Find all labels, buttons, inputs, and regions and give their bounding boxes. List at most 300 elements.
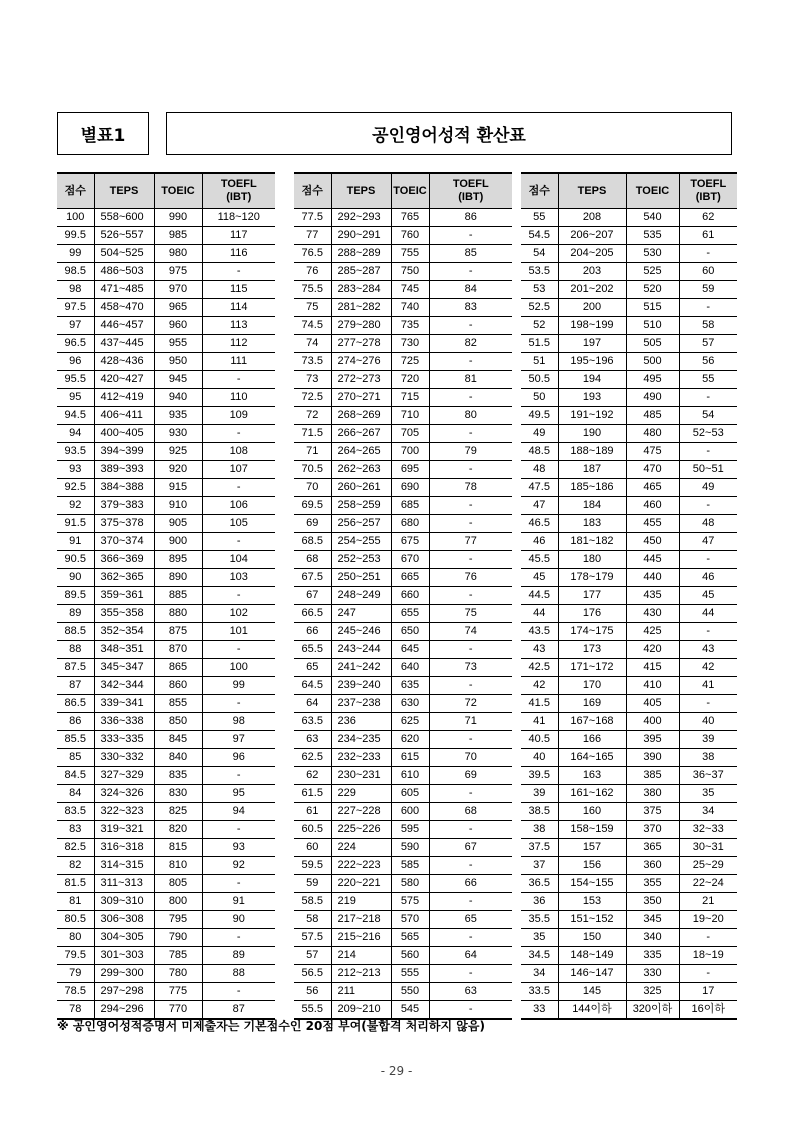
toefl-cell: 32~33 — [679, 821, 737, 839]
toefl-cell: 84 — [429, 281, 512, 299]
table-row — [294, 947, 512, 965]
toeic-cell: 850 — [154, 713, 202, 731]
score-cell: 56.5 — [294, 965, 331, 983]
teps-cell: 160 — [558, 803, 626, 821]
score-cell: 79.5 — [57, 947, 94, 965]
score-cell: 37 — [521, 857, 558, 875]
table-row — [294, 407, 512, 425]
toefl-cell: - — [429, 929, 512, 947]
table-row — [294, 389, 512, 407]
table-header-row — [521, 173, 737, 209]
header-score: 점수 — [57, 173, 94, 209]
table-row — [521, 317, 737, 335]
score-cell: 47.5 — [521, 479, 558, 497]
score-cell: 63 — [294, 731, 331, 749]
score-cell: 58 — [294, 911, 331, 929]
score-cell: 90.5 — [57, 551, 94, 569]
header-toefl-line1: TOEFL — [220, 178, 257, 190]
table-row — [521, 263, 737, 281]
toefl-cell: 17 — [679, 983, 737, 1001]
toefl-cell: 110 — [202, 389, 275, 407]
toeic-cell: 675 — [391, 533, 429, 551]
toeic-cell: 580 — [391, 875, 429, 893]
toefl-cell: - — [429, 857, 512, 875]
toefl-cell: 22~24 — [679, 875, 737, 893]
toeic-cell: 780 — [154, 965, 202, 983]
teps-cell: 195~196 — [558, 353, 626, 371]
toefl-cell: - — [429, 317, 512, 335]
teps-cell: 239~240 — [331, 677, 391, 695]
toefl-cell: 106 — [202, 497, 275, 515]
teps-cell: 156 — [558, 857, 626, 875]
teps-cell: 306~308 — [94, 911, 154, 929]
header-toefl — [202, 173, 275, 209]
toefl-cell: 85 — [429, 245, 512, 263]
toefl-cell: 114 — [202, 299, 275, 317]
table-row — [521, 875, 737, 893]
toeic-cell: 960 — [154, 317, 202, 335]
score-cell: 46.5 — [521, 515, 558, 533]
toeic-cell: 345 — [626, 911, 679, 929]
teps-cell: 311~313 — [94, 875, 154, 893]
teps-cell: 236 — [331, 713, 391, 731]
score-cell: 55.5 — [294, 1001, 331, 1020]
table-row — [294, 245, 512, 263]
toeic-cell: 490 — [626, 389, 679, 407]
toefl-cell: - — [429, 389, 512, 407]
score-cell: 91 — [57, 533, 94, 551]
toeic-cell: 660 — [391, 587, 429, 605]
toeic-cell: 570 — [391, 911, 429, 929]
teps-cell: 336~338 — [94, 713, 154, 731]
teps-cell: 188~189 — [558, 443, 626, 461]
teps-cell: 345~347 — [94, 659, 154, 677]
toeic-cell: 645 — [391, 641, 429, 659]
table-row — [521, 767, 737, 785]
teps-cell: 526~557 — [94, 227, 154, 245]
toeic-cell: 520 — [626, 281, 679, 299]
toefl-cell: 30~31 — [679, 839, 737, 857]
toefl-cell: 64 — [429, 947, 512, 965]
toeic-cell: 555 — [391, 965, 429, 983]
table-row — [57, 947, 275, 965]
score-cell: 42.5 — [521, 659, 558, 677]
toeic-cell: 360 — [626, 857, 679, 875]
table-row — [57, 731, 275, 749]
toefl-cell: 95 — [202, 785, 275, 803]
score-cell: 92.5 — [57, 479, 94, 497]
toeic-cell: 325 — [626, 983, 679, 1001]
toefl-cell: 21 — [679, 893, 737, 911]
table-row — [57, 803, 275, 821]
toeic-cell: 685 — [391, 497, 429, 515]
score-cell: 41 — [521, 713, 558, 731]
score-cell: 90 — [57, 569, 94, 587]
table-row — [57, 983, 275, 1001]
table-row — [521, 443, 737, 461]
toefl-cell: 117 — [202, 227, 275, 245]
toefl-cell: 98 — [202, 713, 275, 731]
toefl-cell: 107 — [202, 461, 275, 479]
table-row — [294, 965, 512, 983]
table-row — [57, 533, 275, 551]
teps-cell: 359~361 — [94, 587, 154, 605]
appendix-label-text: 별표1 — [80, 126, 126, 146]
teps-cell: 170 — [558, 677, 626, 695]
toeic-cell: 535 — [626, 227, 679, 245]
toeic-cell: 510 — [626, 317, 679, 335]
toefl-cell: - — [679, 623, 737, 641]
score-cell: 72.5 — [294, 389, 331, 407]
toeic-cell: 695 — [391, 461, 429, 479]
table-row — [521, 929, 737, 947]
toefl-cell: - — [202, 533, 275, 551]
toeic-cell: 590 — [391, 839, 429, 857]
toefl-cell: 50~51 — [679, 461, 737, 479]
toefl-cell: - — [679, 299, 737, 317]
score-cell: 36 — [521, 893, 558, 911]
teps-cell: 222~223 — [331, 857, 391, 875]
footnote: ※ 공인영어성적증명서 미제출자는 기본점수인 20점 부여(불합격 처리하지 않음) — [57, 1019, 485, 1033]
toefl-cell: - — [202, 479, 275, 497]
score-cell: 76.5 — [294, 245, 331, 263]
table-row — [57, 515, 275, 533]
score-cell: 88 — [57, 641, 94, 659]
table-row — [57, 857, 275, 875]
toeic-cell: 835 — [154, 767, 202, 785]
teps-cell: 348~351 — [94, 641, 154, 659]
toeic-cell: 740 — [391, 299, 429, 317]
toeic-cell: 935 — [154, 407, 202, 425]
score-cell: 50.5 — [521, 371, 558, 389]
teps-cell: 366~369 — [94, 551, 154, 569]
toefl-cell: 91 — [202, 893, 275, 911]
teps-cell: 258~259 — [331, 497, 391, 515]
toeic-cell: 985 — [154, 227, 202, 245]
score-cell: 75.5 — [294, 281, 331, 299]
toefl-cell: - — [202, 641, 275, 659]
toeic-cell: 565 — [391, 929, 429, 947]
toefl-cell: 89 — [202, 947, 275, 965]
table-row — [521, 479, 737, 497]
toeic-cell: 635 — [391, 677, 429, 695]
table-row — [57, 875, 275, 893]
toeic-cell: 795 — [154, 911, 202, 929]
teps-cell: 225~226 — [331, 821, 391, 839]
table-row — [521, 983, 737, 1001]
score-cell: 35.5 — [521, 911, 558, 929]
toeic-cell: 715 — [391, 389, 429, 407]
toeic-cell: 540 — [626, 209, 679, 227]
toefl-cell: - — [429, 497, 512, 515]
teps-cell: 301~303 — [94, 947, 154, 965]
toefl-cell: 44 — [679, 605, 737, 623]
header-score: 점수 — [294, 173, 331, 209]
toeic-cell: 575 — [391, 893, 429, 911]
teps-cell: 262~263 — [331, 461, 391, 479]
toeic-cell: 615 — [391, 749, 429, 767]
teps-cell: 167~168 — [558, 713, 626, 731]
score-cell: 64.5 — [294, 677, 331, 695]
table-row — [57, 371, 275, 389]
score-cell: 39 — [521, 785, 558, 803]
toefl-cell: - — [429, 587, 512, 605]
table-row — [294, 317, 512, 335]
teps-cell: 394~399 — [94, 443, 154, 461]
toeic-cell: 930 — [154, 425, 202, 443]
toeic-cell: 460 — [626, 497, 679, 515]
toeic-cell: 735 — [391, 317, 429, 335]
toeic-cell: 900 — [154, 533, 202, 551]
toefl-cell: 70 — [429, 749, 512, 767]
score-cell: 52 — [521, 317, 558, 335]
teps-cell: 185~186 — [558, 479, 626, 497]
teps-cell: 184 — [558, 497, 626, 515]
score-cell: 77 — [294, 227, 331, 245]
header-teps: TEPS — [94, 173, 154, 209]
teps-cell: 333~335 — [94, 731, 154, 749]
table-row — [521, 965, 737, 983]
table-row — [521, 695, 737, 713]
table-row — [521, 821, 737, 839]
score-cell: 67 — [294, 587, 331, 605]
table-row — [57, 335, 275, 353]
toeic-cell: 975 — [154, 263, 202, 281]
teps-cell: 279~280 — [331, 317, 391, 335]
toefl-cell: 88 — [202, 965, 275, 983]
toefl-cell: 60 — [679, 263, 737, 281]
toefl-cell: - — [679, 695, 737, 713]
score-cell: 79 — [57, 965, 94, 983]
teps-cell: 206~207 — [558, 227, 626, 245]
toefl-cell: - — [429, 785, 512, 803]
toefl-cell: 52~53 — [679, 425, 737, 443]
table-row — [521, 227, 737, 245]
score-cell: 73.5 — [294, 353, 331, 371]
score-cell: 85 — [57, 749, 94, 767]
table-row — [294, 299, 512, 317]
toeic-cell: 320이하 — [626, 1001, 679, 1020]
table-row — [294, 911, 512, 929]
score-cell: 97.5 — [57, 299, 94, 317]
toefl-cell: 111 — [202, 353, 275, 371]
toefl-cell: 71 — [429, 713, 512, 731]
toeic-cell: 915 — [154, 479, 202, 497]
teps-cell: 146~147 — [558, 965, 626, 983]
score-cell: 86.5 — [57, 695, 94, 713]
teps-cell: 285~287 — [331, 263, 391, 281]
teps-cell: 270~271 — [331, 389, 391, 407]
table-row — [521, 533, 737, 551]
table-row — [57, 929, 275, 947]
toefl-cell: - — [202, 371, 275, 389]
toeic-cell: 890 — [154, 569, 202, 587]
toeic-cell: 390 — [626, 749, 679, 767]
toeic-cell: 820 — [154, 821, 202, 839]
header-teps: TEPS — [558, 173, 626, 209]
toeic-cell: 865 — [154, 659, 202, 677]
toefl-cell: 39 — [679, 731, 737, 749]
toefl-cell: 63 — [429, 983, 512, 1001]
page-title-text: 공인영어성적 환산표 — [372, 126, 526, 146]
score-cell: 98 — [57, 281, 94, 299]
toefl-cell: 92 — [202, 857, 275, 875]
score-cell: 41.5 — [521, 695, 558, 713]
score-cell: 33 — [521, 1001, 558, 1020]
table-row — [294, 983, 512, 1001]
toeic-cell: 330 — [626, 965, 679, 983]
toeic-cell: 625 — [391, 713, 429, 731]
table-row — [521, 515, 737, 533]
toefl-cell: 87 — [202, 1001, 275, 1020]
score-cell: 65 — [294, 659, 331, 677]
table-row — [521, 425, 737, 443]
toeic-cell: 790 — [154, 929, 202, 947]
score-cell: 53 — [521, 281, 558, 299]
toeic-cell: 825 — [154, 803, 202, 821]
toeic-cell: 485 — [626, 407, 679, 425]
header-score: 점수 — [521, 173, 558, 209]
teps-cell: 227~228 — [331, 803, 391, 821]
toefl-cell: 86 — [429, 209, 512, 227]
toefl-cell: 82 — [429, 335, 512, 353]
toeic-cell: 620 — [391, 731, 429, 749]
toeic-cell: 480 — [626, 425, 679, 443]
score-cell: 81.5 — [57, 875, 94, 893]
toeic-cell: 475 — [626, 443, 679, 461]
table-row — [294, 713, 512, 731]
table-row — [57, 389, 275, 407]
table-row — [521, 659, 737, 677]
score-cell: 43 — [521, 641, 558, 659]
score-cell: 83 — [57, 821, 94, 839]
header-toeic: TOEIC — [626, 173, 679, 209]
score-cell: 68 — [294, 551, 331, 569]
score-cell: 37.5 — [521, 839, 558, 857]
table-row — [57, 641, 275, 659]
table-row — [294, 893, 512, 911]
teps-cell: 309~310 — [94, 893, 154, 911]
score-cell: 88.5 — [57, 623, 94, 641]
teps-cell: 384~388 — [94, 479, 154, 497]
teps-cell: 161~162 — [558, 785, 626, 803]
table-row — [294, 461, 512, 479]
score-cell: 93 — [57, 461, 94, 479]
score-cell: 91.5 — [57, 515, 94, 533]
toefl-cell: 73 — [429, 659, 512, 677]
teps-cell: 169 — [558, 695, 626, 713]
toefl-cell: 16이하 — [679, 1001, 737, 1020]
teps-cell: 187 — [558, 461, 626, 479]
score-cell: 54 — [521, 245, 558, 263]
score-cell: 76 — [294, 263, 331, 281]
teps-cell: 304~305 — [94, 929, 154, 947]
teps-cell: 219 — [331, 893, 391, 911]
toefl-cell: 47 — [679, 533, 737, 551]
toefl-cell: 96 — [202, 749, 275, 767]
table-row — [294, 443, 512, 461]
table-row — [57, 695, 275, 713]
score-cell: 64 — [294, 695, 331, 713]
toeic-cell: 605 — [391, 785, 429, 803]
score-cell: 97 — [57, 317, 94, 335]
teps-cell: 297~298 — [94, 983, 154, 1001]
table-row — [294, 263, 512, 281]
toefl-cell: 78 — [429, 479, 512, 497]
table-row — [57, 497, 275, 515]
toeic-cell: 805 — [154, 875, 202, 893]
table-row — [521, 551, 737, 569]
toeic-cell: 725 — [391, 353, 429, 371]
score-cell: 34.5 — [521, 947, 558, 965]
toeic-cell: 595 — [391, 821, 429, 839]
toeic-cell: 525 — [626, 263, 679, 281]
score-cell: 74 — [294, 335, 331, 353]
toeic-cell: 920 — [154, 461, 202, 479]
score-cell: 80.5 — [57, 911, 94, 929]
score-cell: 35 — [521, 929, 558, 947]
table-row — [294, 209, 512, 227]
table-row — [57, 659, 275, 677]
table-row — [521, 893, 737, 911]
toeic-cell: 810 — [154, 857, 202, 875]
toefl-cell: - — [679, 245, 737, 263]
toeic-cell: 895 — [154, 551, 202, 569]
table-row — [521, 641, 737, 659]
teps-cell: 215~216 — [331, 929, 391, 947]
toefl-cell: 54 — [679, 407, 737, 425]
toefl-cell: - — [429, 461, 512, 479]
header-toefl-line2: (IBT) — [695, 191, 721, 203]
score-cell: 42 — [521, 677, 558, 695]
toeic-cell: 945 — [154, 371, 202, 389]
score-cell: 62 — [294, 767, 331, 785]
toefl-cell: 49 — [679, 479, 737, 497]
toefl-cell: - — [429, 263, 512, 281]
toefl-cell: 45 — [679, 587, 737, 605]
score-cell: 73 — [294, 371, 331, 389]
table-row — [521, 731, 737, 749]
score-cell: 33.5 — [521, 983, 558, 1001]
table-row — [57, 605, 275, 623]
table-row — [57, 209, 275, 227]
teps-cell: 389~393 — [94, 461, 154, 479]
toefl-cell: 69 — [429, 767, 512, 785]
score-cell: 40 — [521, 749, 558, 767]
score-cell: 54.5 — [521, 227, 558, 245]
score-cell: 60 — [294, 839, 331, 857]
toeic-cell: 750 — [391, 263, 429, 281]
page-title — [166, 112, 732, 155]
toeic-cell: 430 — [626, 605, 679, 623]
toefl-cell: 58 — [679, 317, 737, 335]
toeic-cell: 365 — [626, 839, 679, 857]
toeic-cell: 340 — [626, 929, 679, 947]
table-row — [294, 497, 512, 515]
toefl-cell: 75 — [429, 605, 512, 623]
teps-cell: 214 — [331, 947, 391, 965]
toefl-cell: - — [202, 587, 275, 605]
teps-cell: 181~182 — [558, 533, 626, 551]
teps-cell: 294~296 — [94, 1001, 154, 1020]
toefl-cell: 105 — [202, 515, 275, 533]
table-row — [57, 767, 275, 785]
table-row — [57, 587, 275, 605]
toefl-cell: 116 — [202, 245, 275, 263]
score-cell: 51 — [521, 353, 558, 371]
toefl-cell: 56 — [679, 353, 737, 371]
table-row — [294, 677, 512, 695]
